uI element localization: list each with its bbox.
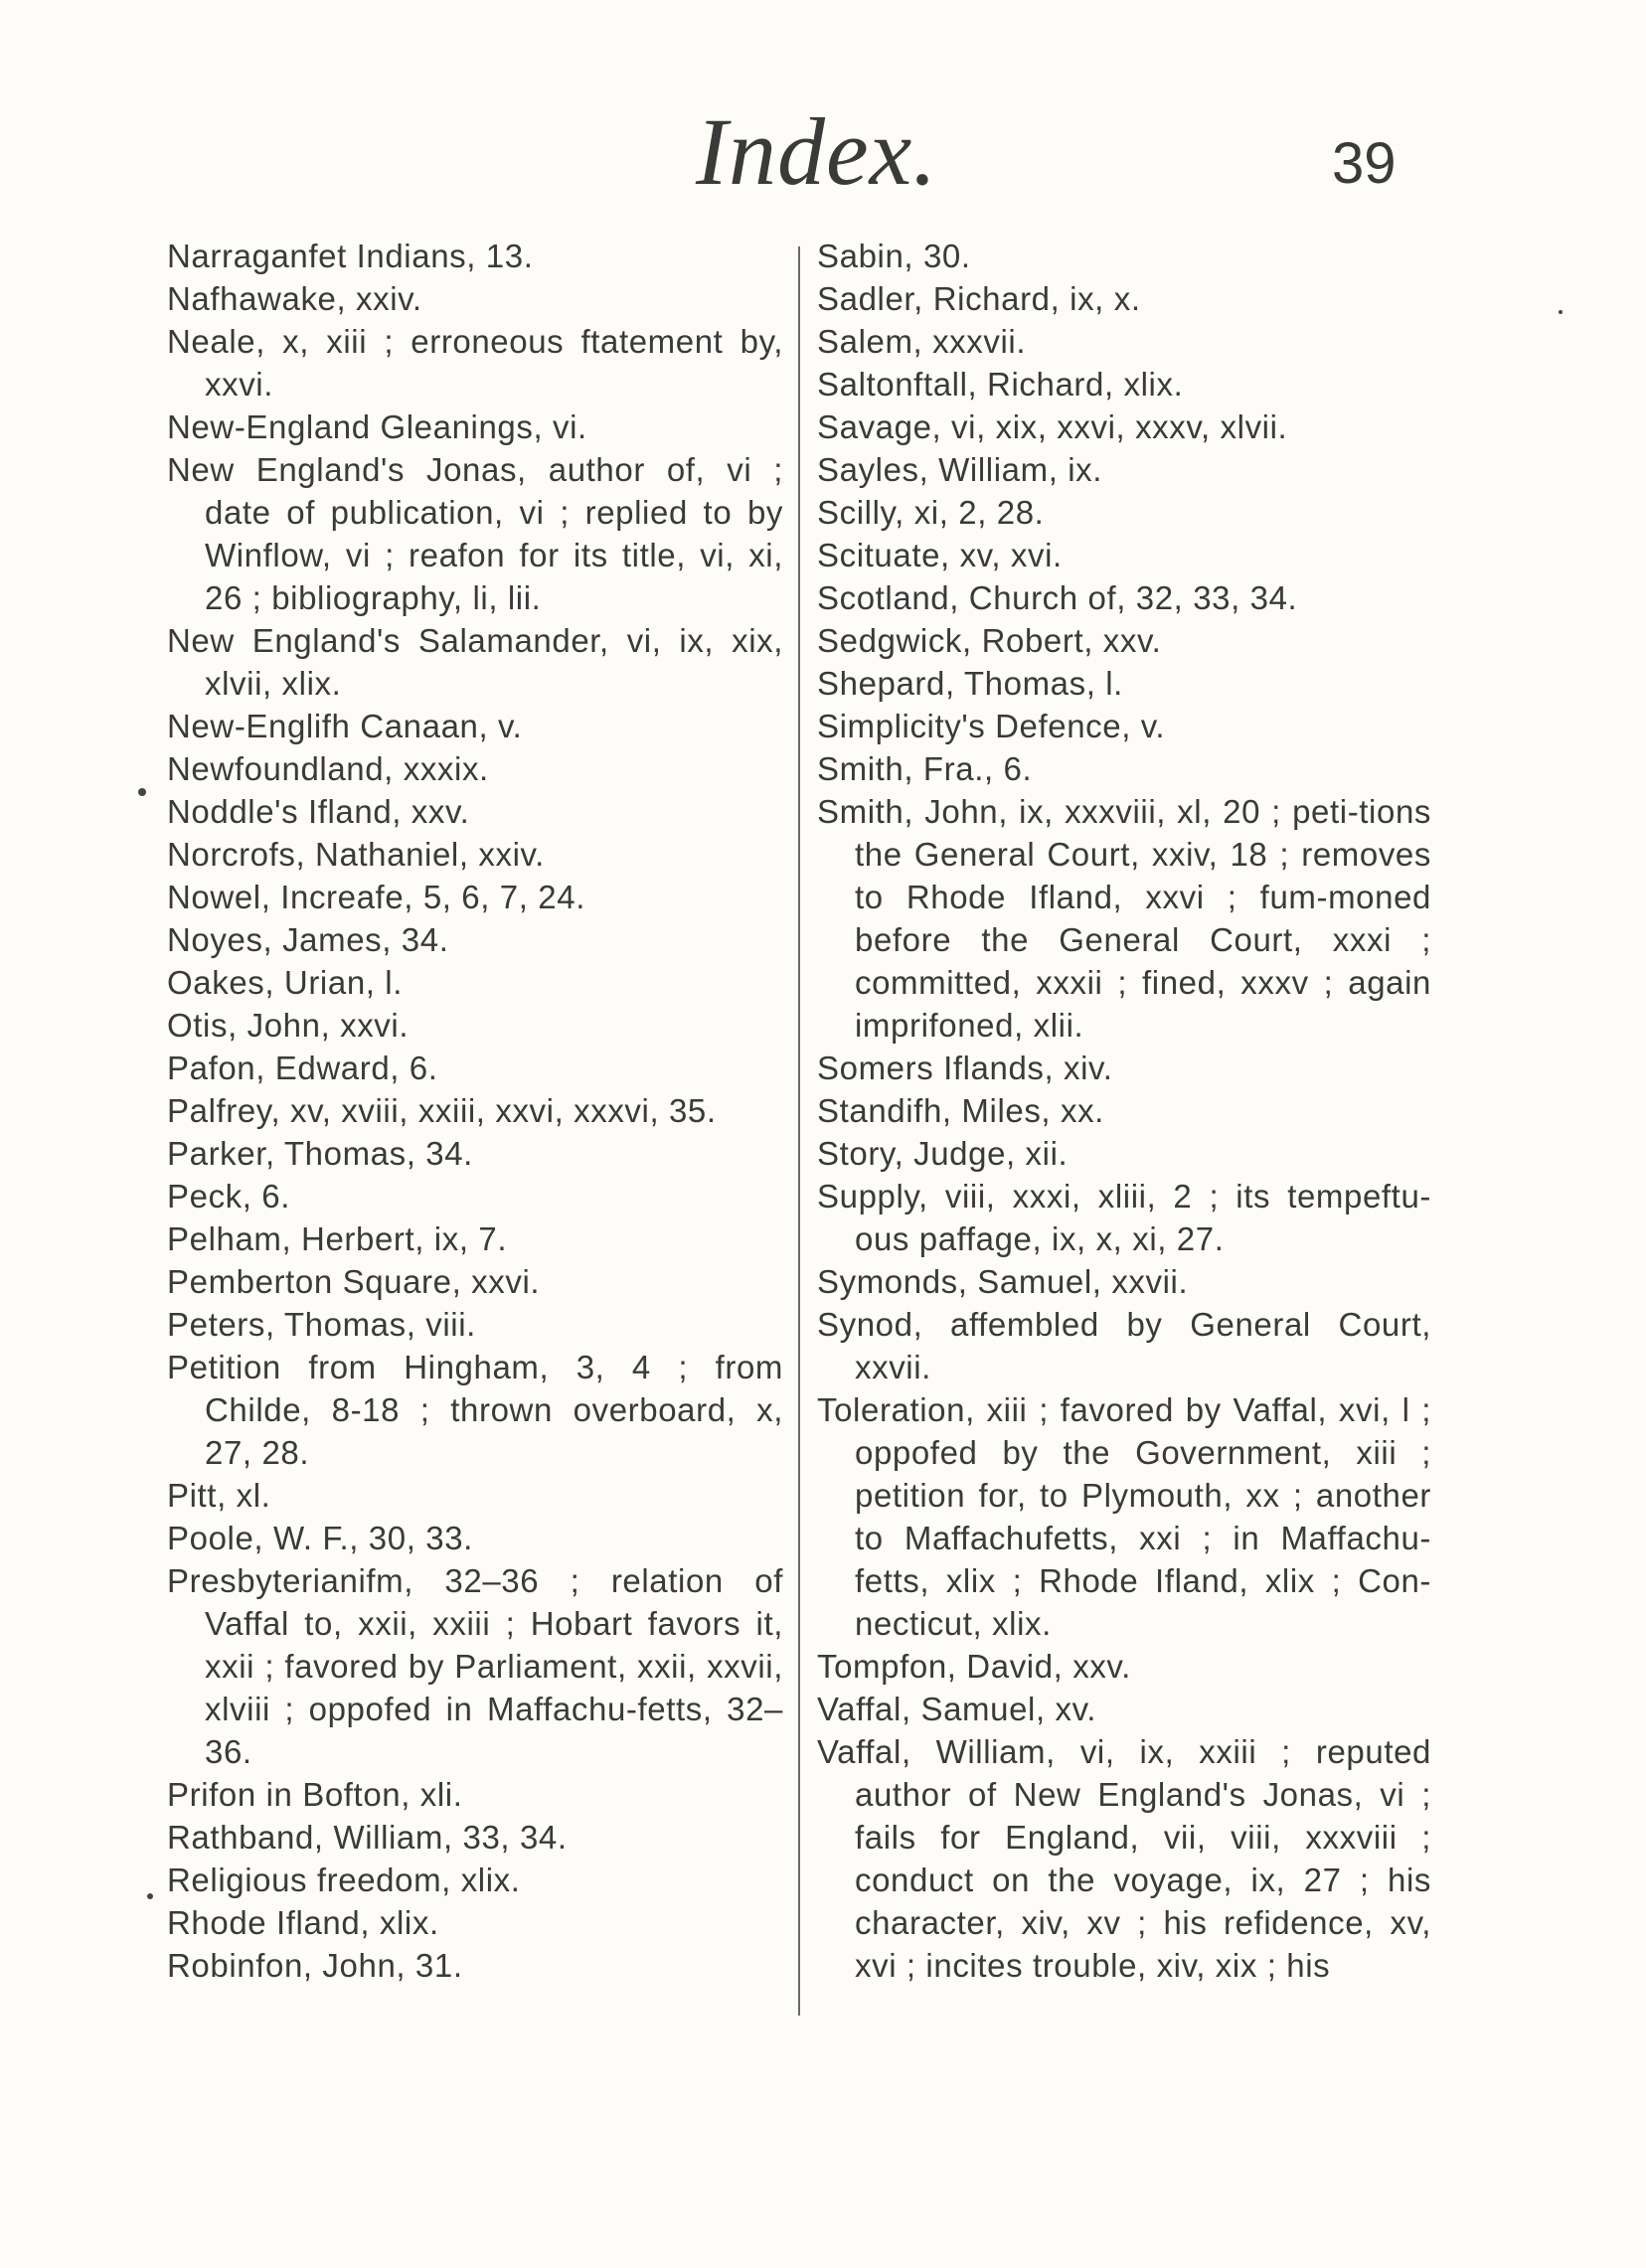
index-entry: Shepard, Thomas, l.: [817, 665, 1123, 702]
index-entry: Salem, xxxvii.: [817, 323, 1027, 360]
index-entry: Smith, Fra., 6.: [817, 750, 1033, 787]
index-entry: New England's Salamander, vi, ix, xix, xlvii, xlix.: [167, 622, 783, 702]
page-number: 39: [1332, 131, 1397, 196]
index-entry: Nafhawake, xxiv.: [167, 280, 422, 317]
index-column-right: [817, 235, 1431, 1987]
index-entry: Toleration, xiii ; favored by Vaffal, xvi, l ; oppofed by the Government, xiii ; petition for, to Plymouth, xx ; another to Maffachufetts, xxi ; in Maffachu-fetts, xlix ; Rhode Ifland, xlix ; Con-necticut, xlix.: [817, 1391, 1431, 1642]
index-entry: Story, Judge, xii.: [817, 1135, 1069, 1172]
index-entry: Religious freedom, xlix.: [167, 1862, 521, 1898]
column-divider: [798, 246, 800, 2016]
index-entry: Scilly, xi, 2, 28.: [817, 494, 1045, 531]
index-entry: Symonds, Samuel, xxvii.: [817, 1263, 1189, 1300]
index-entry: Palfrey, xv, xviii, xxiii, xxvi, xxxvi, 35.: [167, 1092, 717, 1129]
index-entry: Scituate, xv, xvi.: [817, 537, 1063, 573]
index-entry: Synod, affembled by General Court, xxvii.: [817, 1306, 1431, 1385]
index-entry: Narraganfet Indians, 13.: [167, 238, 534, 274]
index-entry: Vaffal, Samuel, xv.: [817, 1691, 1097, 1727]
index-entry: Savage, vi, xix, xxvi, xxxv, xlvii.: [817, 408, 1288, 445]
index-entry: Standifh, Miles, xx.: [817, 1092, 1104, 1129]
index-entry: Poole, W. F., 30, 33.: [167, 1520, 473, 1556]
index-entry: Supply, viii, xxxi, xliii, 2 ; its tempeftu-ous paffage, ix, x, xi, 27.: [817, 1178, 1431, 1257]
index-entry: Newfoundland, xxxix.: [167, 750, 489, 787]
index-entry: Vaffal, William, vi, ix, xxiii ; reputed author of New England's Jonas, vi ; fails for England, vii, viii, xxxviii ; conduct on the voyage, ix, 27 ; his character, xiv, xv ; his refidence, xv, xvi ; incites trouble, xiv, xix ; his: [817, 1733, 1431, 1984]
index-entry: New-England Gleanings, vi.: [167, 408, 587, 445]
index-entry: Saltonftall, Richard, xlix.: [817, 366, 1184, 403]
index-entry: Rathband, William, 33, 34.: [167, 1819, 568, 1856]
index-entry: New-Englifh Canaan, v.: [167, 708, 523, 744]
index-entry: Robinfon, John, 31.: [167, 1947, 463, 1984]
print-speck: [138, 788, 146, 796]
index-entry: Somers Iflands, xiv.: [817, 1050, 1113, 1086]
index-entry: Pafon, Edward, 6.: [167, 1050, 438, 1086]
print-speck: [147, 1893, 153, 1899]
index-entry: Sadler, Richard, ix, x.: [817, 280, 1141, 317]
index-entry: Tompfon, David, xxv.: [817, 1648, 1131, 1685]
index-entry: Sabin, 30.: [817, 238, 971, 274]
index-entry: Sayles, William, ix.: [817, 451, 1103, 488]
index-entry: Pelham, Herbert, ix, 7.: [167, 1220, 508, 1257]
index-entry: Oakes, Urian, l.: [167, 964, 404, 1001]
index-entry: Simplicity's Defence, v.: [817, 708, 1166, 744]
index-entry: New England's Jonas, author of, vi ; date of publication, vi ; replied to by Winflow, vi ; reafon for its title, vi, xi, 26 ; bibliography, li, lii.: [167, 451, 783, 616]
index-entry: Prifon in Bofton, xli.: [167, 1776, 463, 1813]
index-entry: Smith, John, ix, xxxviii, xl, 20 ; peti-tions the General Court, xxiv, 18 ; removes to Rhode Ifland, xxvi ; fum-moned before the General Court, xxxi ; committed, xxxii ; fined, xxxv ; again imprifoned, xlii.: [817, 793, 1431, 1044]
index-entry: Rhode Ifland, xlix.: [167, 1904, 439, 1941]
index-entry: Peters, Thomas, viii.: [167, 1306, 476, 1343]
index-entry: Scotland, Church of, 32, 33, 34.: [817, 579, 1298, 616]
index-entry: Pitt, xl.: [167, 1477, 271, 1514]
index-entry: Otis, John, xxvi.: [167, 1007, 410, 1044]
index-entry: Sedgwick, Robert, xxv.: [817, 622, 1162, 659]
index-entry: Parker, Thomas, 34.: [167, 1135, 473, 1172]
print-speck: [1559, 310, 1563, 314]
index-entry: Norcrofs, Nathaniel, xxiv.: [167, 836, 545, 873]
index-entry: Noddle's Ifland, xxv.: [167, 793, 470, 830]
index-column-left: [167, 235, 783, 1987]
index-entry: Petition from Hingham, 3, 4 ; from Childe, 8-18 ; thrown overboard, x, 27, 28.: [167, 1349, 783, 1471]
index-entry: Noyes, James, 34.: [167, 921, 449, 958]
index-entry: Nowel, Increafe, 5, 6, 7, 24.: [167, 879, 585, 915]
index-entry: Peck, 6.: [167, 1178, 291, 1215]
index-entry: Neale, x, xiii ; erroneous ftatement by, xxvi.: [167, 323, 783, 403]
page-title: Index.: [696, 98, 938, 205]
index-entry: Pemberton Square, xxvi.: [167, 1263, 541, 1300]
index-entry: Presbyterianifm, 32–36 ; relation of Vaffal to, xxii, xxiii ; Hobart favors it, xxii ; favored by Parliament, xxii, xxvii, xlviii ; oppofed in Maffachu-fetts, 32–36.: [167, 1562, 783, 1770]
